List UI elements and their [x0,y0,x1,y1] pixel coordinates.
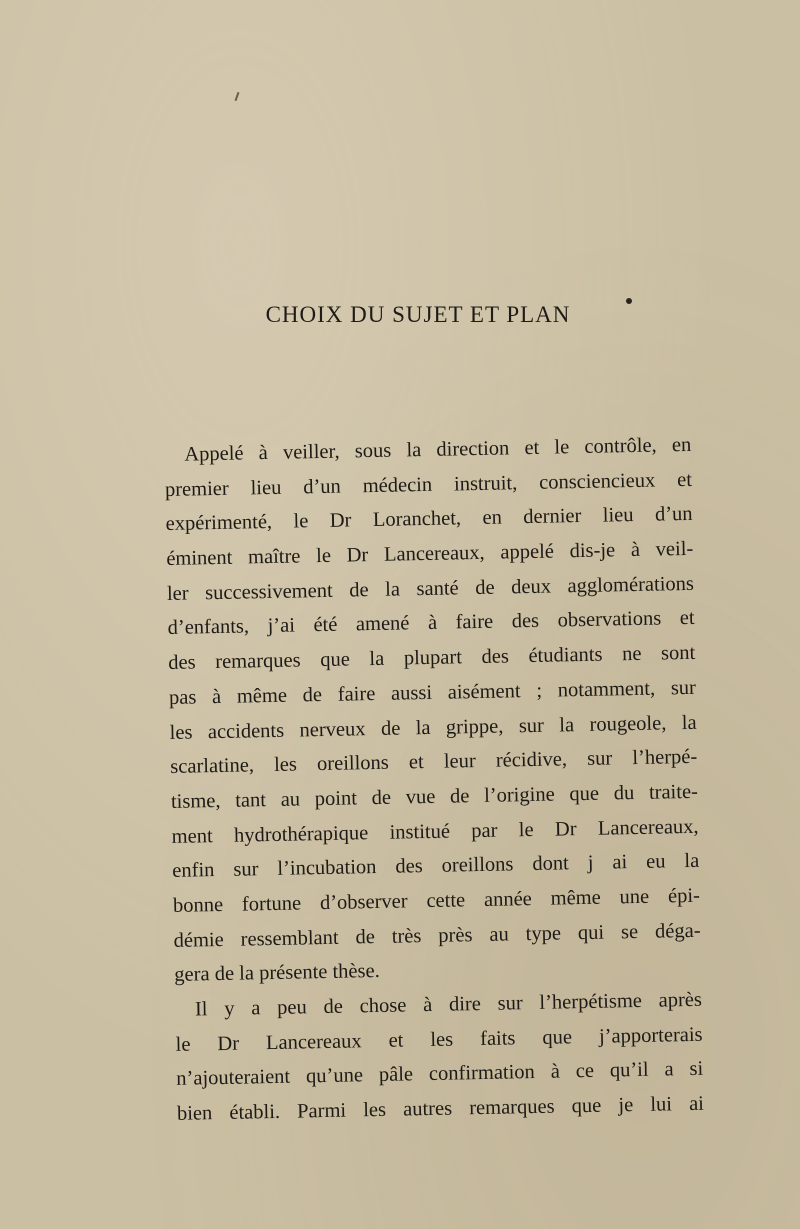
ink-dot [626,298,632,304]
body-text [164,428,704,1132]
text-line: le Dr Lancereaux et les faits que j’apporterais [175,1023,703,1056]
text-line: ment hydrothérapique institué par le Dr Lancereaux, [171,815,699,848]
text-line: démie ressemblant de très près au type qui se déga- [173,919,701,952]
text-line: bonne fortune d’observer cette année même une épi- [172,884,701,917]
ink-mark [235,92,240,101]
text-line: des remarques que la plupart des étudiants ne sont [168,641,696,675]
text-line: tisme, tant au point de vue de l’origine que du traite- [170,780,699,813]
text-line: expérimenté, le Dr Loranchet, en dernier lieu d’un [165,503,693,536]
text-line: premier lieu d’un médecin instruit, consciencieux et [164,468,693,501]
text-line: ler successivement de la santé de deux agglomérations [166,572,695,605]
text-line: gera de la présente thèse. [174,960,380,987]
text-line: Il y a peu de chose à dire sur l’herpétisme après [194,988,703,1021]
text-line: scarlatine, les oreillons et leur récidive, sur l’herpé- [170,746,698,779]
chapter-title: CHOIX DU SUJET ET PLAN [265,302,571,327]
text-line: bien établi. Parmi les autres remarques que je lui ai [176,1092,705,1125]
text-line: d’enfants, j’ai été amené à faire des observations et [167,607,695,640]
text-line: n’ajouteraient qu’une pâle confirmation à ce qu’il a si [176,1058,704,1091]
text-line: Appelé à veiller, sous la direction et le contrôle, en [184,433,692,466]
text-line: éminent maître le Dr Lancereaux, appelé dis-je à veil- [166,537,694,571]
text-line: enfin sur l’incubation des oreillons dont j ai eu la [172,850,700,883]
text-line: les accidents nerveux de la grippe, sur la rougeole, la [169,711,697,744]
text-line: pas à même de faire aussi aisément ; notamment, sur [168,676,697,709]
